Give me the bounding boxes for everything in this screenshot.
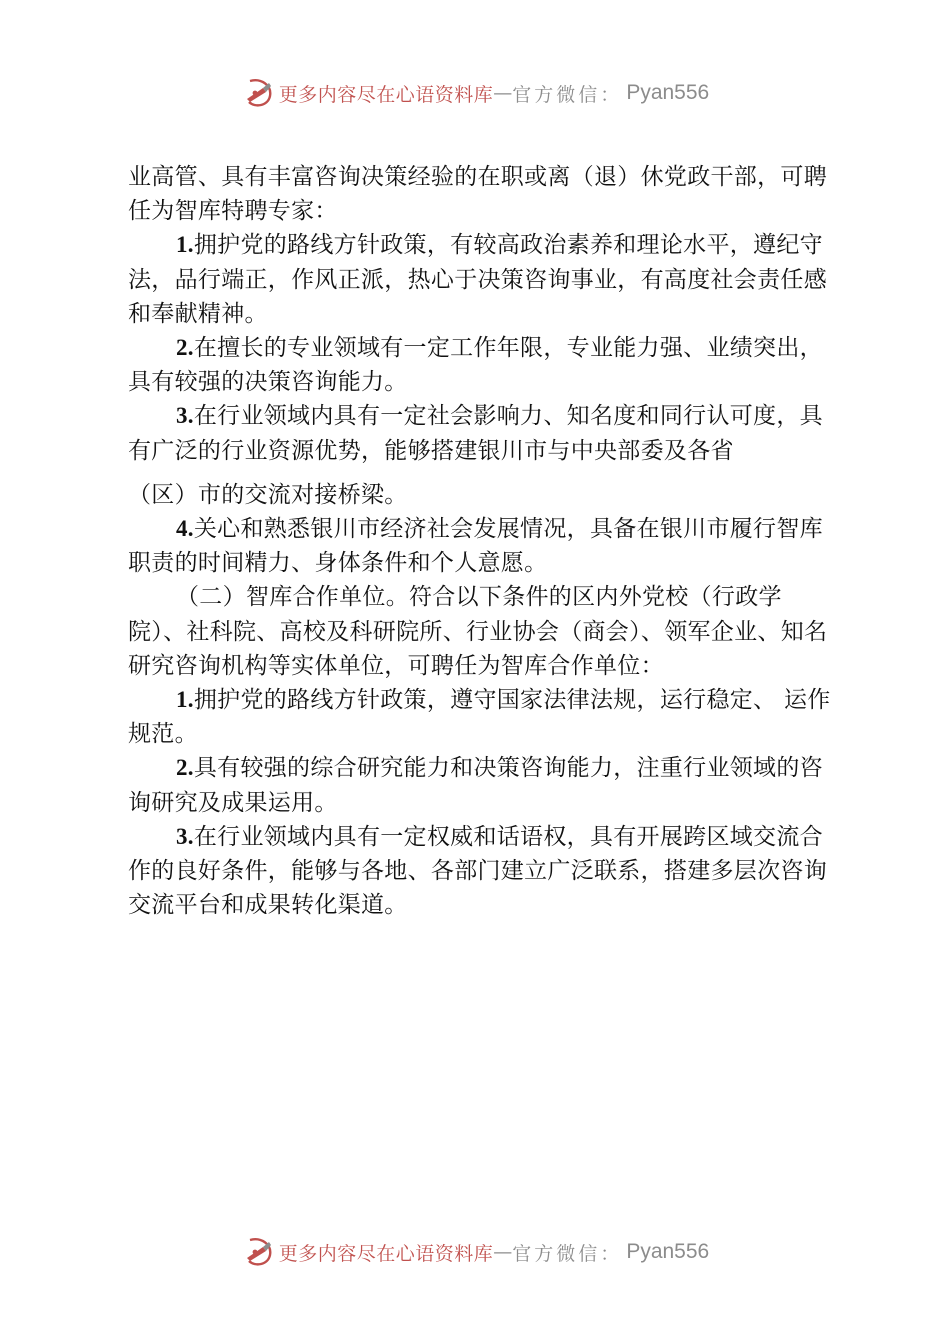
- watermark-separator: —: [493, 82, 513, 104]
- document-body: [128, 160, 832, 922]
- paragraph-partner-criterion-1: 1.拥护党的路线方针政策，遵守国家法律法规，运行稳定、 运作规范。: [128, 687, 831, 748]
- watermark-logo-icon: [241, 1234, 277, 1270]
- watermark-header: [0, 73, 950, 113]
- paragraph-partner-intro: （二）智库合作单位。符合以下条件的区内外党校（行政学院）、社科院、高校及科研院所、行业协会（商会）、领军企业、知名研究咨询机构等实体单位，可聘任为智库合作单位：: [128, 584, 828, 679]
- watermark-wechat-label: 官方微信：: [512, 83, 623, 106]
- paragraph-expert-criterion-2: 2.在擅长的专业领域有一定工作年限，专业能力强、业绩突出，具有较强的决策咨询能力。: [128, 335, 823, 396]
- paragraph-expert-intro: 业高管、具有丰富咨询决策经验的在职或离（退）休党政干部，可聘任为智库特聘专家：: [128, 164, 827, 225]
- watermark-wechat-id: Pyan556: [626, 1240, 710, 1263]
- paragraph-expert-criterion-3: 3.在行业领域内具有一定社会影响力、知名度和同行认可度，具有广泛的行业资源优势，能够搭建银川市与中央部委及各省: [128, 403, 823, 464]
- watermark-wechat-label: 官方微信：: [512, 1242, 623, 1265]
- paragraph-partner-criterion-3: 3.在行业领域内具有一定权威和话语权，具有开展跨区域交流合作的良好条件，能够与各地、各部门建立广泛联系，搭建多层次咨询交流平台和成果转化渠道。: [128, 823, 827, 919]
- paragraph-expert-criterion-4: 4.关心和熟悉银川市经济社会发展情况，具备在银川市履行智库职责的时间精力、身体条件和个人意愿。: [128, 516, 823, 577]
- watermark-site-name: 更多内容尽在心语资料库: [278, 83, 494, 106]
- paragraph-expert-criterion-1: 1.拥护党的路线方针政策，有较高政治素养和理论水平，遵纪守法，品行端正，作风正派，热心于决策咨询事业，有高度社会责任感和奉献精神。: [128, 232, 827, 327]
- watermark-site-name: 更多内容尽在心语资料库: [278, 1242, 494, 1265]
- watermark-separator: —: [493, 1241, 513, 1263]
- paragraph-expert-criterion-3-continued: （区）市的交流对接桥梁。: [128, 481, 408, 508]
- watermark-logo-icon: [241, 75, 277, 111]
- watermark-wechat-id: Pyan556: [626, 81, 710, 104]
- paragraph-partner-criterion-2: 2.具有较强的综合研究能力和决策咨询能力，注重行业领域的咨询研究及成果运用。: [128, 755, 823, 816]
- watermark-footer: [0, 1232, 950, 1272]
